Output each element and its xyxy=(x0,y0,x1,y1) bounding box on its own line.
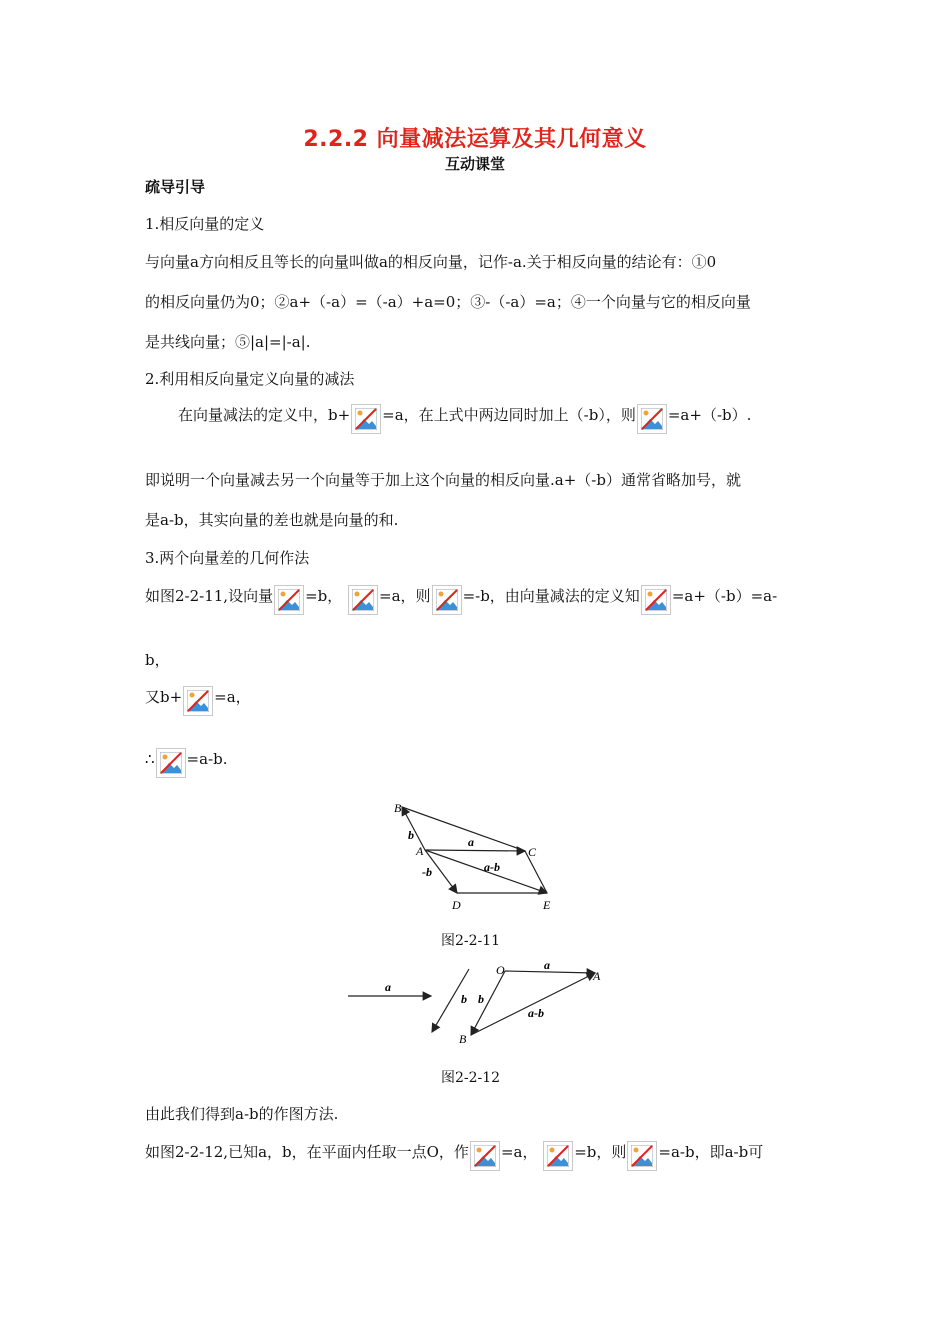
point-O-label: O xyxy=(496,963,505,977)
page-subtitle: 互动课堂 xyxy=(444,155,505,173)
s3-text-a: 如图2-2-11,设向量 xyxy=(145,587,274,605)
s2-heading: 2.利用相反向量定义向量的减法 xyxy=(145,370,355,388)
vector-b-label: b xyxy=(408,828,414,842)
s4-text-a: 如图2-2-12,已知a，b，在平面内任取一点O，作 xyxy=(145,1143,469,1161)
s3-paragraph-line-2: b， xyxy=(145,651,170,669)
broken-image-icon xyxy=(432,585,462,615)
vector-OB-label: b xyxy=(478,992,484,1006)
vector-OB xyxy=(471,971,505,1035)
vector-neg-b-label: -b xyxy=(422,865,432,879)
s2-text-c: =a+（-b）. xyxy=(667,406,752,424)
s3-text-e: =a+（-b）=a- xyxy=(671,587,778,605)
s2-text-b: =a，在上式中两边同时加上（-b），则 xyxy=(382,406,636,424)
s1-paragraph-line-2: 的相反向量仍为0；②a+（-a）=（-a）+a=0；③-（-a）=a；④一个向量与它的相反向量 xyxy=(145,293,751,311)
s1-heading: 1.相反向量的定义 xyxy=(145,215,265,233)
figure-2-2-12-caption: 图2-2-12 xyxy=(441,1070,501,1086)
s1-paragraph-line-3: 是共线向量；⑤|a|=|-a|. xyxy=(145,333,311,351)
s3-text-f: 又b+ xyxy=(145,688,183,706)
broken-image-icon xyxy=(641,585,671,615)
figure-2-2-11-caption: 图2-2-11 xyxy=(441,933,501,949)
point-E-label: E xyxy=(543,898,551,912)
s3-text-h: =a-b. xyxy=(186,750,228,768)
point-B-label: B xyxy=(394,801,402,815)
given-a-label: a xyxy=(385,980,391,994)
s4-text-b: =a， xyxy=(500,1143,538,1161)
point-C-label: C xyxy=(528,845,537,859)
s3-heading: 3.两个向量差的几何作法 xyxy=(145,549,310,567)
s3-paragraph-line-1 xyxy=(145,585,777,615)
s1-paragraph-line-1: 与向量a方向相反且等长的向量叫做a的相反向量，记作-a.关于相反向量的结论有：①0 xyxy=(145,253,717,271)
s3-text-b: =b， xyxy=(305,587,343,605)
vector-OA-label: a xyxy=(544,958,550,972)
vector-a-label: a xyxy=(468,835,474,849)
vector-AC xyxy=(425,850,525,851)
vector-a-minus-b-label: a-b xyxy=(528,1006,544,1020)
s2-paragraph-line-3: 是a-b，其实向量的差也就是向量的和. xyxy=(145,511,399,529)
broken-image-icon xyxy=(348,585,378,615)
broken-image-icon xyxy=(274,585,304,615)
broken-image-icon xyxy=(470,1141,500,1171)
broken-image-icon xyxy=(637,404,667,434)
page-title: 2.2.2 向量减法运算及其几何意义 xyxy=(303,127,647,152)
s3-text-g: =a， xyxy=(214,688,251,706)
s3-paragraph-line-3 xyxy=(145,686,251,716)
broken-image-icon xyxy=(627,1141,657,1171)
s2-paragraph-line-2: 即说明一个向量减去另一个向量等于加上这个向量的相反向量.a+（-b）通常省略加号，就 xyxy=(145,471,741,489)
broken-image-icon xyxy=(351,404,381,434)
broken-image-icon xyxy=(156,748,186,778)
s4-paragraph-line-2 xyxy=(145,1141,763,1171)
s3-paragraph-line-4 xyxy=(145,748,228,778)
point-A-label: A xyxy=(416,844,424,858)
s4-paragraph-line-1: 由此我们得到a-b的作图方法. xyxy=(145,1105,339,1123)
s3-text-c: =a，则 xyxy=(379,587,431,605)
given-b-label: b xyxy=(461,992,467,1006)
broken-image-icon xyxy=(543,1141,573,1171)
therefore-symbol: ∴ xyxy=(145,750,155,768)
s2-paragraph-line-1 xyxy=(178,404,751,434)
s3-text-d: =-b，由向量减法的定义知 xyxy=(462,587,640,605)
vector-BA xyxy=(471,973,595,1035)
s2-text-a: 在向量减法的定义中，b+ xyxy=(178,406,351,424)
point-A-label: A xyxy=(593,969,601,983)
s4-text-c: =b，则 xyxy=(574,1143,627,1161)
point-B-label: B xyxy=(459,1032,467,1046)
point-D-label: D xyxy=(452,898,461,912)
section-heading: 疏导引导 xyxy=(145,178,206,196)
s4-text-d: =a-b，即a-b可 xyxy=(658,1143,764,1161)
vector-OA xyxy=(505,971,595,973)
vector-a-minus-b-label: a-b xyxy=(484,860,500,874)
broken-image-icon xyxy=(183,686,213,716)
figure-2-2-12 xyxy=(345,957,615,1052)
figure-2-2-11 xyxy=(380,795,570,920)
